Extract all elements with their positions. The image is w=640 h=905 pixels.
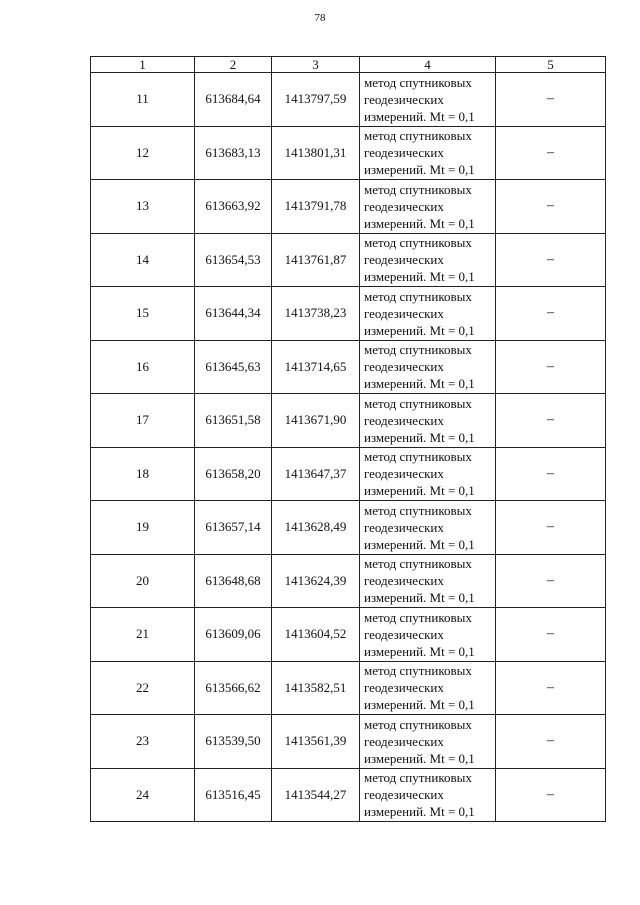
table-row [91, 715, 606, 769]
note-cell: – [496, 768, 606, 822]
point-number-cell: 22 [91, 661, 195, 715]
point-number-cell: 23 [91, 715, 195, 769]
x-coordinate-cell: 613609,06 [195, 608, 272, 662]
y-coordinate-cell: 1413671,90 [272, 394, 360, 448]
header-cell-2: 2 [195, 57, 272, 73]
x-coordinate-cell: 613683,13 [195, 126, 272, 180]
note-cell: – [496, 287, 606, 341]
table-row [91, 554, 606, 608]
header-cell-4: 4 [360, 57, 496, 73]
method-cell: метод спутниковых геодезических измерений. Mt = 0,1 [360, 394, 496, 448]
x-coordinate-cell: 613516,45 [195, 768, 272, 822]
point-number-cell: 24 [91, 768, 195, 822]
header-cell-3: 3 [272, 57, 360, 73]
method-cell: метод спутниковых геодезических измерений. Mt = 0,1 [360, 768, 496, 822]
note-cell: – [496, 180, 606, 234]
table-row [91, 768, 606, 822]
note-cell: – [496, 233, 606, 287]
y-coordinate-cell: 1413561,39 [272, 715, 360, 769]
x-coordinate-cell: 613644,34 [195, 287, 272, 341]
note-cell: – [496, 501, 606, 555]
point-number-cell: 18 [91, 447, 195, 501]
point-number-cell: 21 [91, 608, 195, 662]
x-coordinate-cell: 613657,14 [195, 501, 272, 555]
note-cell: – [496, 715, 606, 769]
y-coordinate-cell: 1413544,27 [272, 768, 360, 822]
header-cell-5: 5 [496, 57, 606, 73]
note-cell: – [496, 340, 606, 394]
note-cell: – [496, 447, 606, 501]
x-coordinate-cell: 613654,53 [195, 233, 272, 287]
method-cell: метод спутниковых геодезических измерений. Mt = 0,1 [360, 126, 496, 180]
y-coordinate-cell: 1413797,59 [272, 73, 360, 127]
note-cell: – [496, 608, 606, 662]
table-row [91, 287, 606, 341]
note-cell: – [496, 554, 606, 608]
point-number-cell: 11 [91, 73, 195, 127]
method-cell: метод спутниковых геодезических измерений. Mt = 0,1 [360, 340, 496, 394]
note-cell: – [496, 126, 606, 180]
x-coordinate-cell: 613651,58 [195, 394, 272, 448]
point-number-cell: 16 [91, 340, 195, 394]
y-coordinate-cell: 1413738,23 [272, 287, 360, 341]
page-number: 78 [314, 12, 326, 24]
point-number-cell: 17 [91, 394, 195, 448]
note-cell: – [496, 73, 606, 127]
y-coordinate-cell: 1413628,49 [272, 501, 360, 555]
point-number-cell: 13 [91, 180, 195, 234]
y-coordinate-cell: 1413604,52 [272, 608, 360, 662]
x-coordinate-cell: 613658,20 [195, 447, 272, 501]
y-coordinate-cell: 1413582,51 [272, 661, 360, 715]
note-cell: – [496, 661, 606, 715]
header-cell-1: 1 [91, 57, 195, 73]
table-row [91, 340, 606, 394]
method-cell: метод спутниковых геодезических измерений. Mt = 0,1 [360, 233, 496, 287]
y-coordinate-cell: 1413761,87 [272, 233, 360, 287]
point-number-cell: 12 [91, 126, 195, 180]
method-cell: метод спутниковых геодезических измерений. Mt = 0,1 [360, 554, 496, 608]
y-coordinate-cell: 1413791,78 [272, 180, 360, 234]
method-cell: метод спутниковых геодезических измерений. Mt = 0,1 [360, 608, 496, 662]
table-row [91, 73, 606, 127]
method-cell: метод спутниковых геодезических измерений. Mt = 0,1 [360, 715, 496, 769]
point-number-cell: 15 [91, 287, 195, 341]
method-cell: метод спутниковых геодезических измерений. Mt = 0,1 [360, 287, 496, 341]
table-row [91, 447, 606, 501]
method-cell: метод спутниковых геодезических измерений. Mt = 0,1 [360, 73, 496, 127]
table-row [91, 501, 606, 555]
y-coordinate-cell: 1413714,65 [272, 340, 360, 394]
table-row [91, 126, 606, 180]
table-row [91, 608, 606, 662]
x-coordinate-cell: 613663,92 [195, 180, 272, 234]
coordinates-table [90, 56, 606, 822]
method-cell: метод спутниковых геодезических измерений. Mt = 0,1 [360, 501, 496, 555]
table-row [91, 394, 606, 448]
x-coordinate-cell: 613648,68 [195, 554, 272, 608]
method-cell: метод спутниковых геодезических измерений. Mt = 0,1 [360, 661, 496, 715]
point-number-cell: 14 [91, 233, 195, 287]
y-coordinate-cell: 1413624,39 [272, 554, 360, 608]
table-body [91, 73, 606, 822]
y-coordinate-cell: 1413801,31 [272, 126, 360, 180]
header-row [91, 57, 606, 73]
table-row [91, 661, 606, 715]
table-row [91, 233, 606, 287]
x-coordinate-cell: 613539,50 [195, 715, 272, 769]
note-cell: – [496, 394, 606, 448]
x-coordinate-cell: 613566,62 [195, 661, 272, 715]
table-row [91, 180, 606, 234]
x-coordinate-cell: 613645,63 [195, 340, 272, 394]
method-cell: метод спутниковых геодезических измерений. Mt = 0,1 [360, 180, 496, 234]
y-coordinate-cell: 1413647,37 [272, 447, 360, 501]
point-number-cell: 20 [91, 554, 195, 608]
x-coordinate-cell: 613684,64 [195, 73, 272, 127]
table-header [91, 57, 606, 73]
point-number-cell: 19 [91, 501, 195, 555]
method-cell: метод спутниковых геодезических измерений. Mt = 0,1 [360, 447, 496, 501]
